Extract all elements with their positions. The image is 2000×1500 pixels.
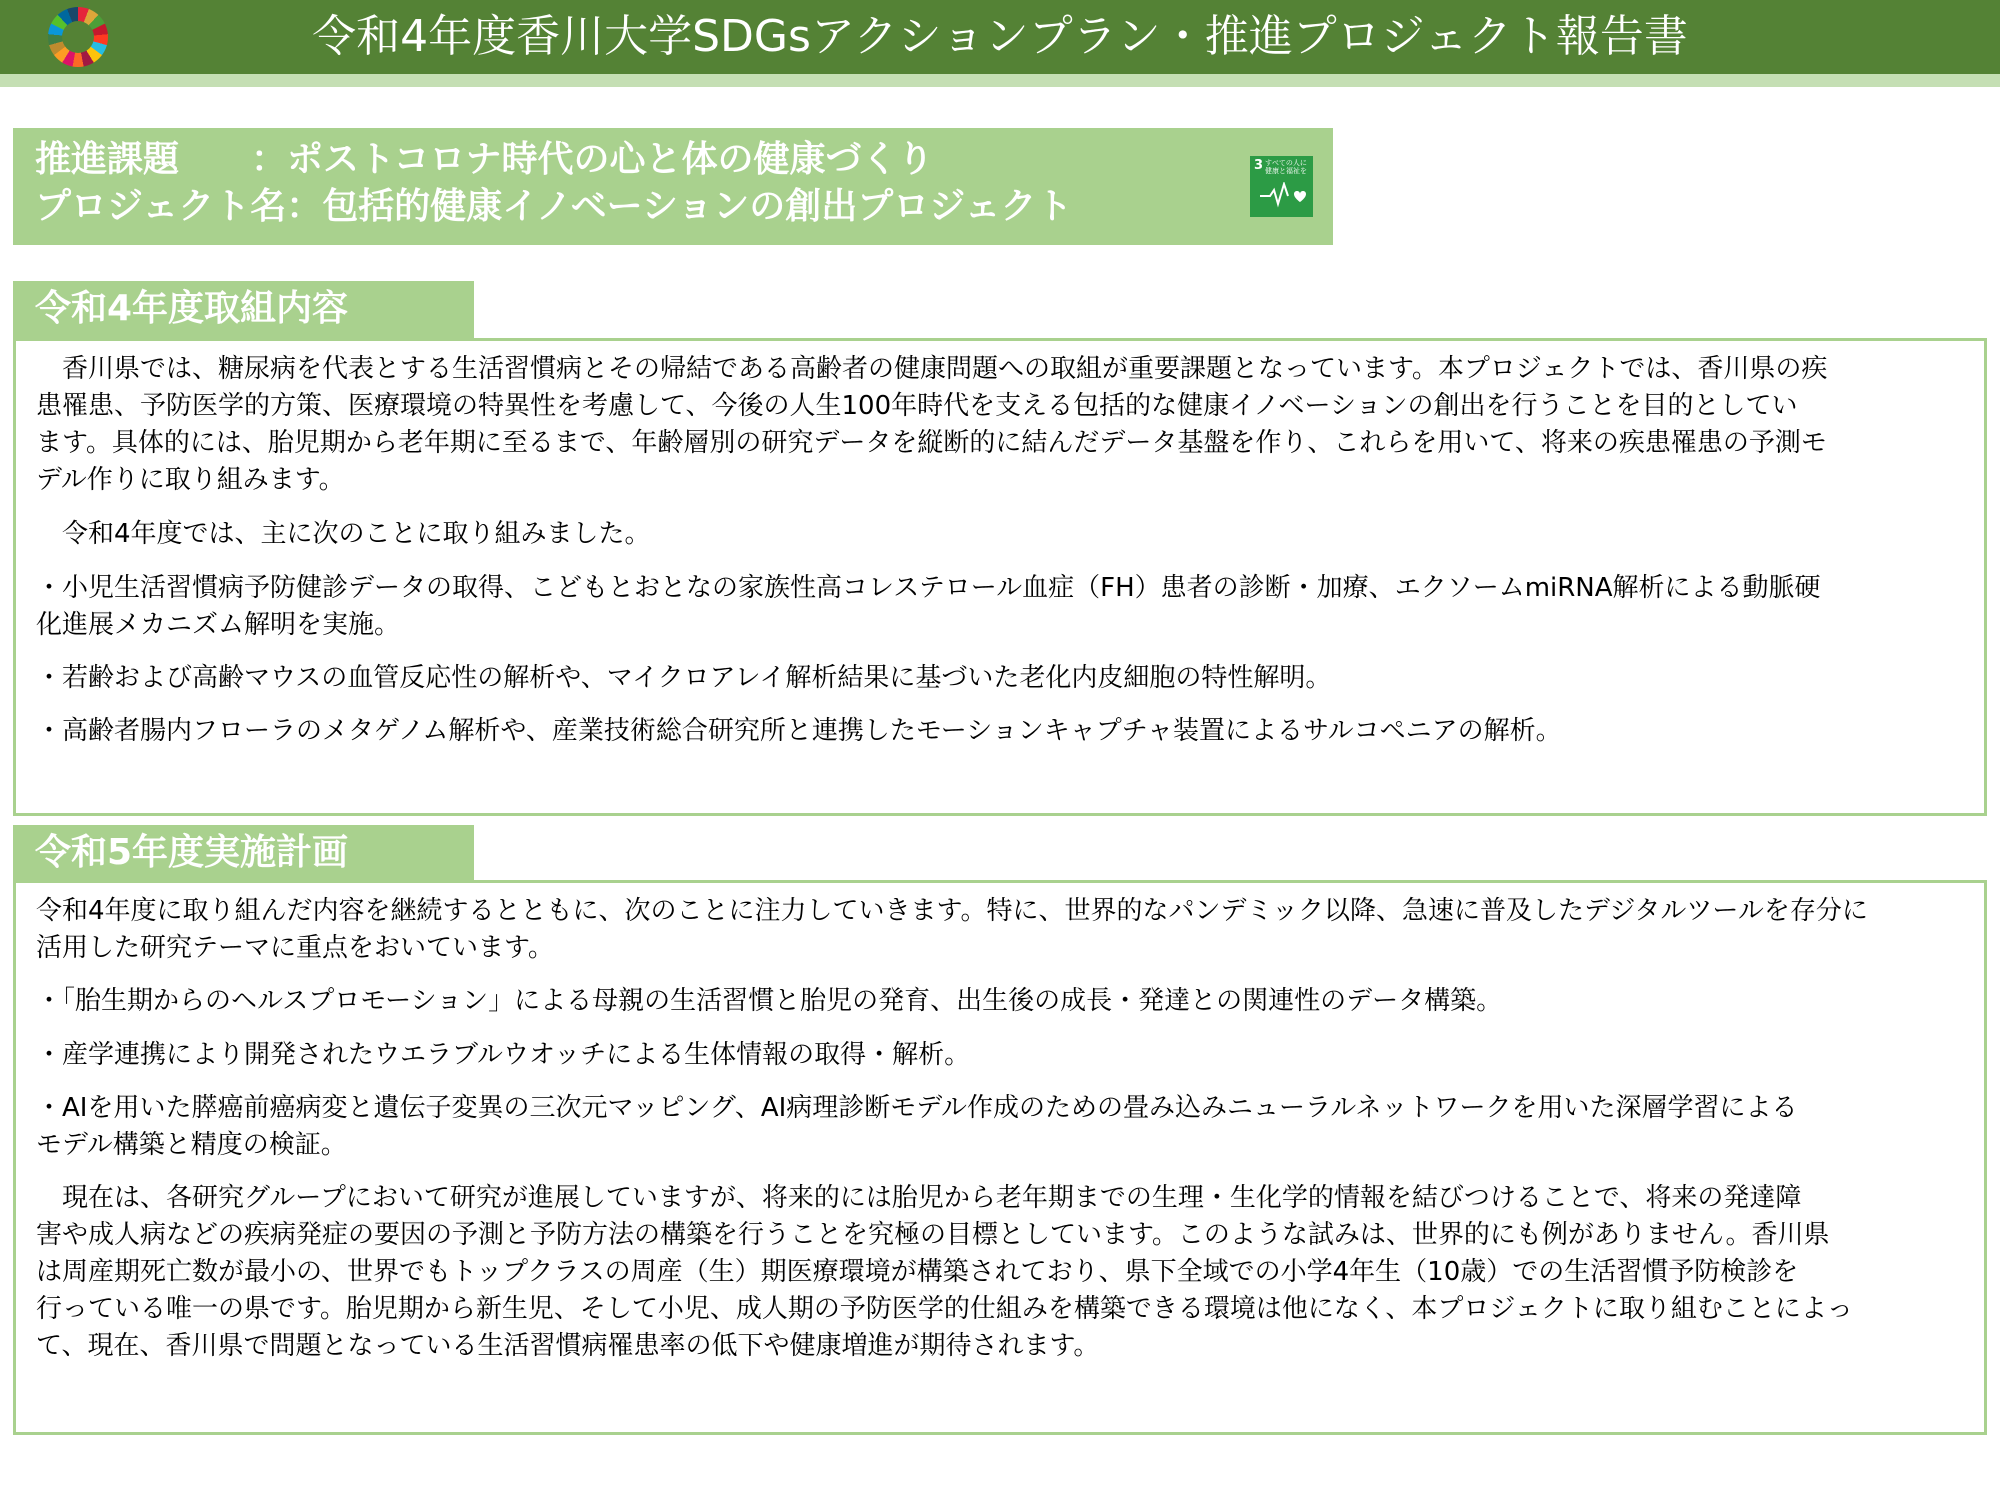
project-info-box [13,128,1333,245]
text-line: ・「胎生期からのヘルスプロモーション」による母親の生活習慣と胎児の発育、出生後の成長・発達との関連性のデータ構築。 [36,986,1503,1016]
bullet-item [36,570,1821,644]
bullet-item [36,983,1502,1020]
text-line: 活用した研究テーマに重点をおいています。 [36,933,554,963]
text-line: 化進展メカニズム解明を実施。 [36,610,401,640]
sdg-goal-label: すべての人に健康と福祉を [1265,159,1307,175]
paragraph-lead [36,516,651,553]
text-line: は周産期死亡数が最小の、世界でもトップクラスの周産（生）期医療環境が構築されており、県下全域での小学4年生（10歳）での生活習慣予防検診を [36,1257,1799,1287]
text-line: デル作りに取り組みます。 [36,465,345,495]
project-name: プロジェクト名：包括的健康イノベーションの創出プロジェクト [35,186,1073,227]
page-title: 令和4年度香川大学SDGsアクションプラン・推進プロジェクト報告書 [312,11,1688,62]
bullet-item [36,713,1562,750]
section-heading-2022: 令和4年度取組内容 [13,281,474,338]
text-line: モデル構築と精度の検証。 [36,1130,347,1160]
bullet-item [36,660,1331,697]
text-line: ・AIを用いた膵癌前癌病変と遺伝子変異の三次元マッピング、AI病理診断モデル作成のための畳み込みニューラルネットワークを用いた深層学習による [36,1093,1798,1123]
text-line: 令和4年度に取り組んだ内容を継続するとともに、次のことに注力していきます。特に、世界的なパンデミック以降、急速に普及したデジタルツールを存分に [36,896,1868,926]
heartbeat-icon [1258,182,1306,208]
section-2022-content [13,338,1987,816]
text-line: て、現在、香川県で問題となっている生活習慣病罹患率の低下や健康増進が期待されます。 [36,1331,1100,1361]
text-line: ・小児生活習慣病予防健診データの取得、こどもとおとなの家族性高コレステロール血症（FH）患者の診断・加療、エクソームmiRNA解析による動脈硬 [36,573,1821,603]
sdg-goal-number: 3 [1254,158,1264,173]
header-bar [0,0,2000,74]
text-line: ます。具体的には、胎児期から老年期に至るまで、年齢層別の研究データを縦断的に結んだデータ基盤を作り、これらを用いて、将来の疾患罹患の予測モ [36,428,1827,458]
text-line: 令和4年度では、主に次のことに取り組みました。 [36,519,651,549]
paragraph-intro [36,893,1868,967]
header-divider [0,74,2000,87]
text-line: 行っている唯一の県です。胎児期から新生児、そして小児、成人期の予防医学的仕組みを構築できる環境は他になく、本プロジェクトに取り組むことによっ [36,1294,1853,1324]
paragraph-intro [36,351,1827,499]
text-line: ・高齢者腸内フローラのメタゲノム解析や、産業技術総合研究所と連携したモーションキャプチャ装置によるサルコペニアの解析。 [36,716,1562,746]
text-line: 現在は、各研究グループにおいて研究が進展していますが、将来的には胎児から老年期までの生理・生化学的情報を結びつけることで、将来の発達障 [36,1183,1802,1213]
text-line: 害や成人病などの疾病発症の要因の予測と予防方法の構築を行うことを究極の目標としています。このような試みは、世界的にも例がありません。香川県 [36,1220,1830,1250]
sdg-goal-3-icon [1250,156,1313,217]
paragraph-conclusion [36,1180,1853,1365]
section-heading-2023: 令和5年度実施計画 [13,825,474,880]
text-line: ・若齢および高齢マウスの血管反応性の解析や、マイクロアレイ解析結果に基づいた老化内皮細胞の特性解明。 [36,663,1332,693]
text-line: 香川県では、糖尿病を代表とする生活習慣病とその帰結である高齢者の健康問題への取組が重要課題となっています。本プロジェクトでは、香川県の疾 [36,354,1828,384]
project-theme: 推進課題 ：ポストコロナ時代の心と体の健康づくり [35,139,934,180]
section-2023-content [13,880,1987,1435]
text-line: 患罹患、予防医学的方策、医療環境の特異性を考慮して、今後の人生100年時代を支える包括的な健康イノベーションの創出を行うことを目的としてい [36,391,1798,421]
bullet-item [36,1037,970,1074]
bullet-item [36,1090,1797,1164]
text-line: ・産学連携により開発されたウエラブルウオッチによる生体情報の取得・解析。 [36,1040,971,1070]
